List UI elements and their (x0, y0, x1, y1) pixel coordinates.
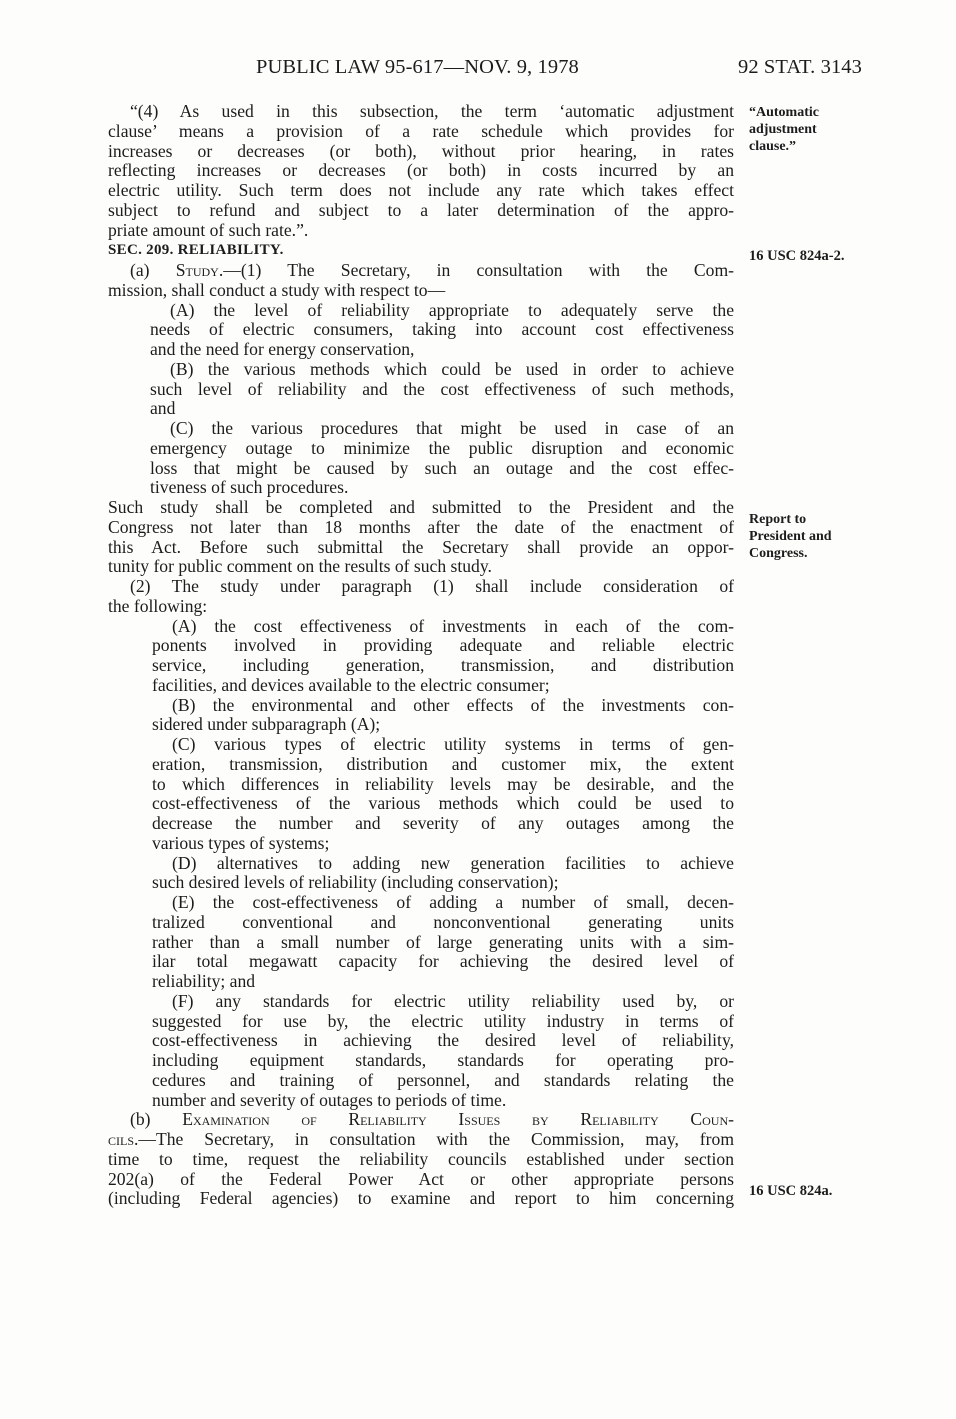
subsection-heading-cont: cils (108, 1129, 135, 1149)
text-fragment: .—(1) The Secretary, in consultation with the Com- (218, 260, 734, 280)
text-line: emergency outage to minimize the public disruption and economic (150, 437, 734, 458)
text-line: decrease the number and severity of any outages among the (152, 813, 734, 833)
margin-note-report-to-president (749, 511, 832, 562)
list-item-a2-A (108, 617, 734, 696)
text-line: number and severity of outages to periods of time. (152, 1089, 507, 1110)
margin-note-usc-824a: 16 USC 824a. (749, 1183, 833, 1199)
text-fragment: .—The Secretary, in consultation with the Commission, may, from (134, 1129, 734, 1149)
text-line: time to time, request the reliability councils established under section (108, 1148, 734, 1169)
margin-note-usc-824a-2: 16 USC 824a-2. (749, 248, 845, 264)
list-item-a1-A (108, 301, 734, 360)
main-text-column (108, 102, 734, 1209)
paragraph-a2 (108, 577, 734, 617)
list-item-a2-E (108, 893, 734, 992)
text-line (108, 1110, 734, 1130)
text-line: electric utility. Such term does not include any rate which takes effect (108, 180, 734, 200)
list-item-a2-B (108, 696, 734, 736)
text-line: reliability; and (152, 971, 256, 991)
text-line: rather than a small number of large generating units with a sim- (152, 931, 734, 952)
margin-note-line: clause.” (749, 139, 797, 154)
subsection-heading: Study (175, 260, 219, 280)
text-line: (C) the various procedures that might be used in case of an (170, 418, 734, 438)
text-line: tiveness of such procedures. (150, 477, 349, 498)
text-line: eration, transmission, distribution and customer mix, the extent (152, 753, 734, 774)
text-line: (E) the cost-effectiveness of adding a number of small, decen- (172, 892, 734, 912)
list-item-a1-B (108, 360, 734, 419)
subsection-label: (b) (130, 1109, 183, 1130)
margin-note-line: “Automatic (749, 105, 819, 120)
subsection-label: (a) (130, 260, 176, 280)
text-line: 202(a) of the Federal Power Act or other appropriate persons (108, 1168, 734, 1189)
paragraph-4-definition (108, 102, 734, 240)
text-line: “(4) As used in this subsection, the term ‘automatic adjustment (130, 101, 734, 121)
subsection-b (108, 1110, 734, 1209)
text-line: cedures and training of personnel, and standards relating the (152, 1069, 734, 1090)
text-line: cost-effectiveness in achieving the desired level of reliability, (152, 1030, 734, 1051)
text-line: such desired levels of reliability (including conservation); (152, 872, 559, 893)
text-line: (2) The study under paragraph (1) shall include consideration of (130, 576, 734, 596)
text-line: increases or decreases (or both), without prior hearing, in rates (108, 140, 734, 161)
text-line: sidered under subparagraph (A); (152, 714, 381, 735)
list-item-a2-F (108, 992, 734, 1111)
text-line: tralized conventional and nonconventional generating units (152, 911, 734, 932)
text-line: tunity for public comment on the results of such study. (108, 556, 492, 577)
text-line: Such study shall be completed and submitted to the President and the (108, 497, 734, 517)
statute-page-number: 92 STAT. 3143 (738, 56, 862, 78)
margin-note-line: President and (749, 529, 832, 544)
text-line (108, 261, 734, 281)
text-line: (B) the various methods which could be used in order to achieve (170, 358, 734, 379)
text-line: to which differences in reliability levels may be desirable, and the (152, 773, 734, 794)
text-line: subject to refund and subject to a later determination of the appro- (108, 199, 734, 220)
section-heading: SEC. 209. RELIABILITY. (108, 242, 284, 259)
page-header (0, 56, 956, 82)
margin-note-automatic-adjustment (749, 104, 819, 155)
subsection-heading: Examination of Reliability Issues by Reliability Coun- (182, 1109, 734, 1130)
text-line: (F) any standards for electric utility reliability used by, or (172, 990, 734, 1011)
text-line: mission, shall conduct a study with respect to— (108, 279, 446, 300)
text-line: including equipment standards, standards for operating pro- (152, 1050, 734, 1070)
subsection-a (108, 261, 734, 1110)
list-item-a2-D (108, 854, 734, 894)
text-line: (A) the cost effectiveness of investments in each of the com- (172, 615, 734, 636)
text-line: such level of reliability and the cost effectiveness of such methods, (150, 378, 734, 399)
text-line: (C) various types of electric utility systems in terms of gen- (172, 734, 734, 754)
text-line: this Act. Before such submittal the Secretary shall provide an oppor- (108, 536, 734, 557)
margin-note-line: adjustment (749, 122, 817, 137)
text-line (108, 1130, 734, 1150)
text-line: Congress not later than 18 months after the date of the enactment of (108, 516, 734, 537)
study-deadline-paragraph (108, 498, 734, 577)
running-title: PUBLIC LAW 95-617—NOV. 9, 1978 (256, 56, 579, 78)
text-line: clause’ means a provision of a rate schedule which provides for (108, 120, 734, 141)
text-line: (A) the level of reliability appropriate to adequately serve the (170, 299, 734, 320)
margin-note-line: Congress. (749, 546, 808, 561)
text-line: suggested for use by, the electric utility industry in terms of (152, 1010, 734, 1031)
text-line: various types of systems; (152, 832, 330, 853)
text-line: service, including generation, transmission, and distribution (152, 655, 734, 675)
text-line: priate amount of such rate.”. (108, 219, 309, 240)
text-line: and the need for energy conservation, (150, 339, 415, 359)
text-line: needs of electric consumers, taking into account cost effectiveness (150, 319, 734, 340)
text-line: loss that might be caused by such an outage and the cost effec- (150, 457, 734, 478)
text-line: ilar total megawatt capacity for achieving the desired level of (152, 951, 734, 972)
margin-note-line: Report to (749, 512, 807, 527)
text-line: (B) the environmental and other effects of the investments con- (172, 694, 734, 715)
text-line: the following: (108, 595, 208, 616)
text-line: facilities, and devices available to the electric consumer; (152, 674, 550, 695)
list-item-a1-C (108, 419, 734, 498)
text-line: (including Federal agencies) to examine and report to him concerning (108, 1188, 734, 1209)
text-line: and (150, 398, 176, 419)
text-line: ponents involved in providing adequate and reliable electric (152, 635, 734, 656)
text-line: (D) alternatives to adding new generation facilities to achieve (172, 852, 734, 873)
text-line: reflecting increases or decreases (or both) in costs incurred by an (108, 160, 734, 181)
list-item-a2-C (108, 735, 734, 854)
text-line: cost-effectiveness of the various methods which could be used to (152, 793, 734, 814)
